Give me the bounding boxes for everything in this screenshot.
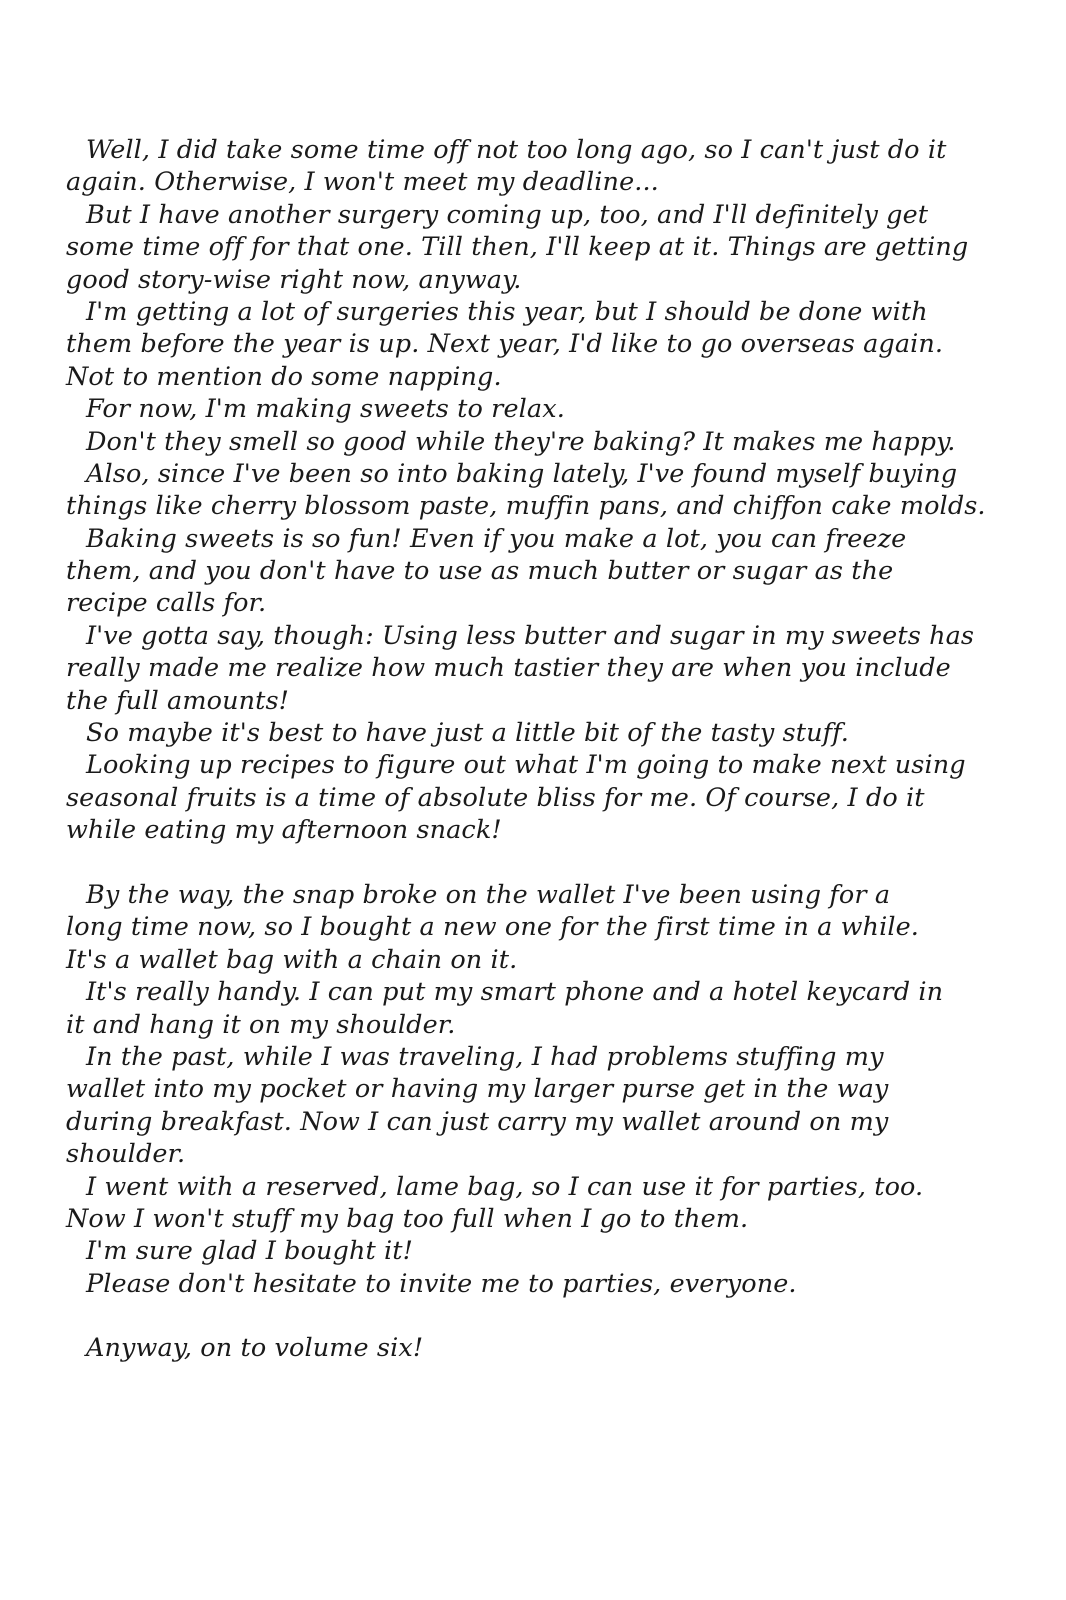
paragraph (66, 199, 986, 296)
closing-line: Anyway, on to volume six! (86, 1333, 424, 1364)
paragraph (66, 393, 986, 425)
text-line: It's a wallet bag with a chain on it. (66, 944, 518, 975)
section-spacer (66, 1300, 986, 1332)
paragraph (66, 426, 986, 458)
text-line: again. Otherwise, I won't meet my deadline... (66, 167, 659, 198)
text-line: By the way, the snap broke on the wallet I've been using for a (86, 879, 891, 910)
text-line: wallet into my pocket or having my larger purse get in the way (66, 1074, 889, 1105)
text-line: Also, since I've been so into baking lately, I've found myself buying (86, 458, 958, 489)
paragraph (66, 749, 986, 846)
text-line: Baking sweets is so fun! Even if you make a lot, you can freeze (86, 523, 907, 554)
text-line: while eating my afternoon snack! (66, 815, 502, 846)
text-line: recipe calls for. (66, 588, 267, 619)
closing (66, 1332, 986, 1364)
text-line: I've gotta say, though: Using less butter and sugar in my sweets has (86, 620, 975, 651)
text-line: good story-wise right now, anyway. (66, 264, 522, 295)
text-line: For now, I'm making sweets to relax. (86, 394, 565, 425)
text-line: the full amounts! (66, 685, 290, 716)
paragraph (66, 879, 986, 976)
text-line: long time now, so I bought a new one for the first time in a while. (66, 912, 919, 943)
letter-page (66, 134, 986, 1365)
paragraph (66, 717, 986, 749)
text-line: them before the year is up. Next year, I'd like to go overseas again. (66, 329, 944, 360)
text-line: things like cherry blossom paste, muffin pans, and chiffon cake molds. (66, 491, 986, 522)
paragraph (66, 1041, 986, 1171)
paragraph (66, 458, 986, 523)
text-line: them, and you don't have to use as much butter or sugar as the (66, 556, 894, 587)
text-line: really made me realize how much tastier they are when you include (66, 653, 951, 684)
text-line: Don't they smell so good while they're baking? It makes me happy. (86, 426, 956, 457)
text-line: It's really handy. I can put my smart phone and a hotel keycard in (86, 977, 944, 1008)
text-line: some time off for that one. Till then, I'll keep at it. Things are getting (66, 232, 969, 263)
paragraph (66, 1171, 986, 1236)
paragraph (66, 1268, 986, 1300)
text-line: Not to mention do some napping. (66, 361, 502, 392)
section-spacer (66, 847, 986, 879)
paragraph (66, 976, 986, 1041)
paragraph (66, 296, 986, 393)
text-line: I'm sure glad I bought it! (86, 1236, 414, 1267)
text-line: I went with a reserved, lame bag, so I can use it for parties, too. (86, 1171, 924, 1202)
paragraph (66, 523, 986, 620)
text-line: during breakfast. Now I can just carry my wallet around on my (66, 1106, 889, 1137)
section-surgery-and-baking (66, 134, 986, 847)
paragraph (66, 1235, 986, 1267)
text-line: Well, I did take some time off not too long ago, so I can't just do it (86, 135, 947, 165)
text-line: it and hang it on my shoulder. (66, 1009, 456, 1040)
text-line: In the past, while I was traveling, I had problems stuffing my (86, 1041, 884, 1072)
text-line: But I have another surgery coming up, too, and I'll definitely get (86, 199, 929, 230)
paragraph (66, 134, 986, 199)
section-wallet-bag (66, 879, 986, 1300)
text-line: shoulder. (66, 1139, 186, 1170)
text-line: Looking up recipes to figure out what I'm going to make next using (86, 750, 966, 781)
text-line: Please don't hesitate to invite me to parties, everyone. (86, 1268, 797, 1299)
paragraph (66, 620, 986, 717)
text-line: Now I won't stuff my bag too full when I go to them. (66, 1203, 749, 1234)
text-line: I'm getting a lot of surgeries this year, but I should be done with (86, 296, 928, 327)
text-line: seasonal fruits is a time of absolute bliss for me. Of course, I do it (66, 782, 925, 813)
text-line: So maybe it's best to have just a little bit of the tasty stuff. (86, 718, 849, 749)
